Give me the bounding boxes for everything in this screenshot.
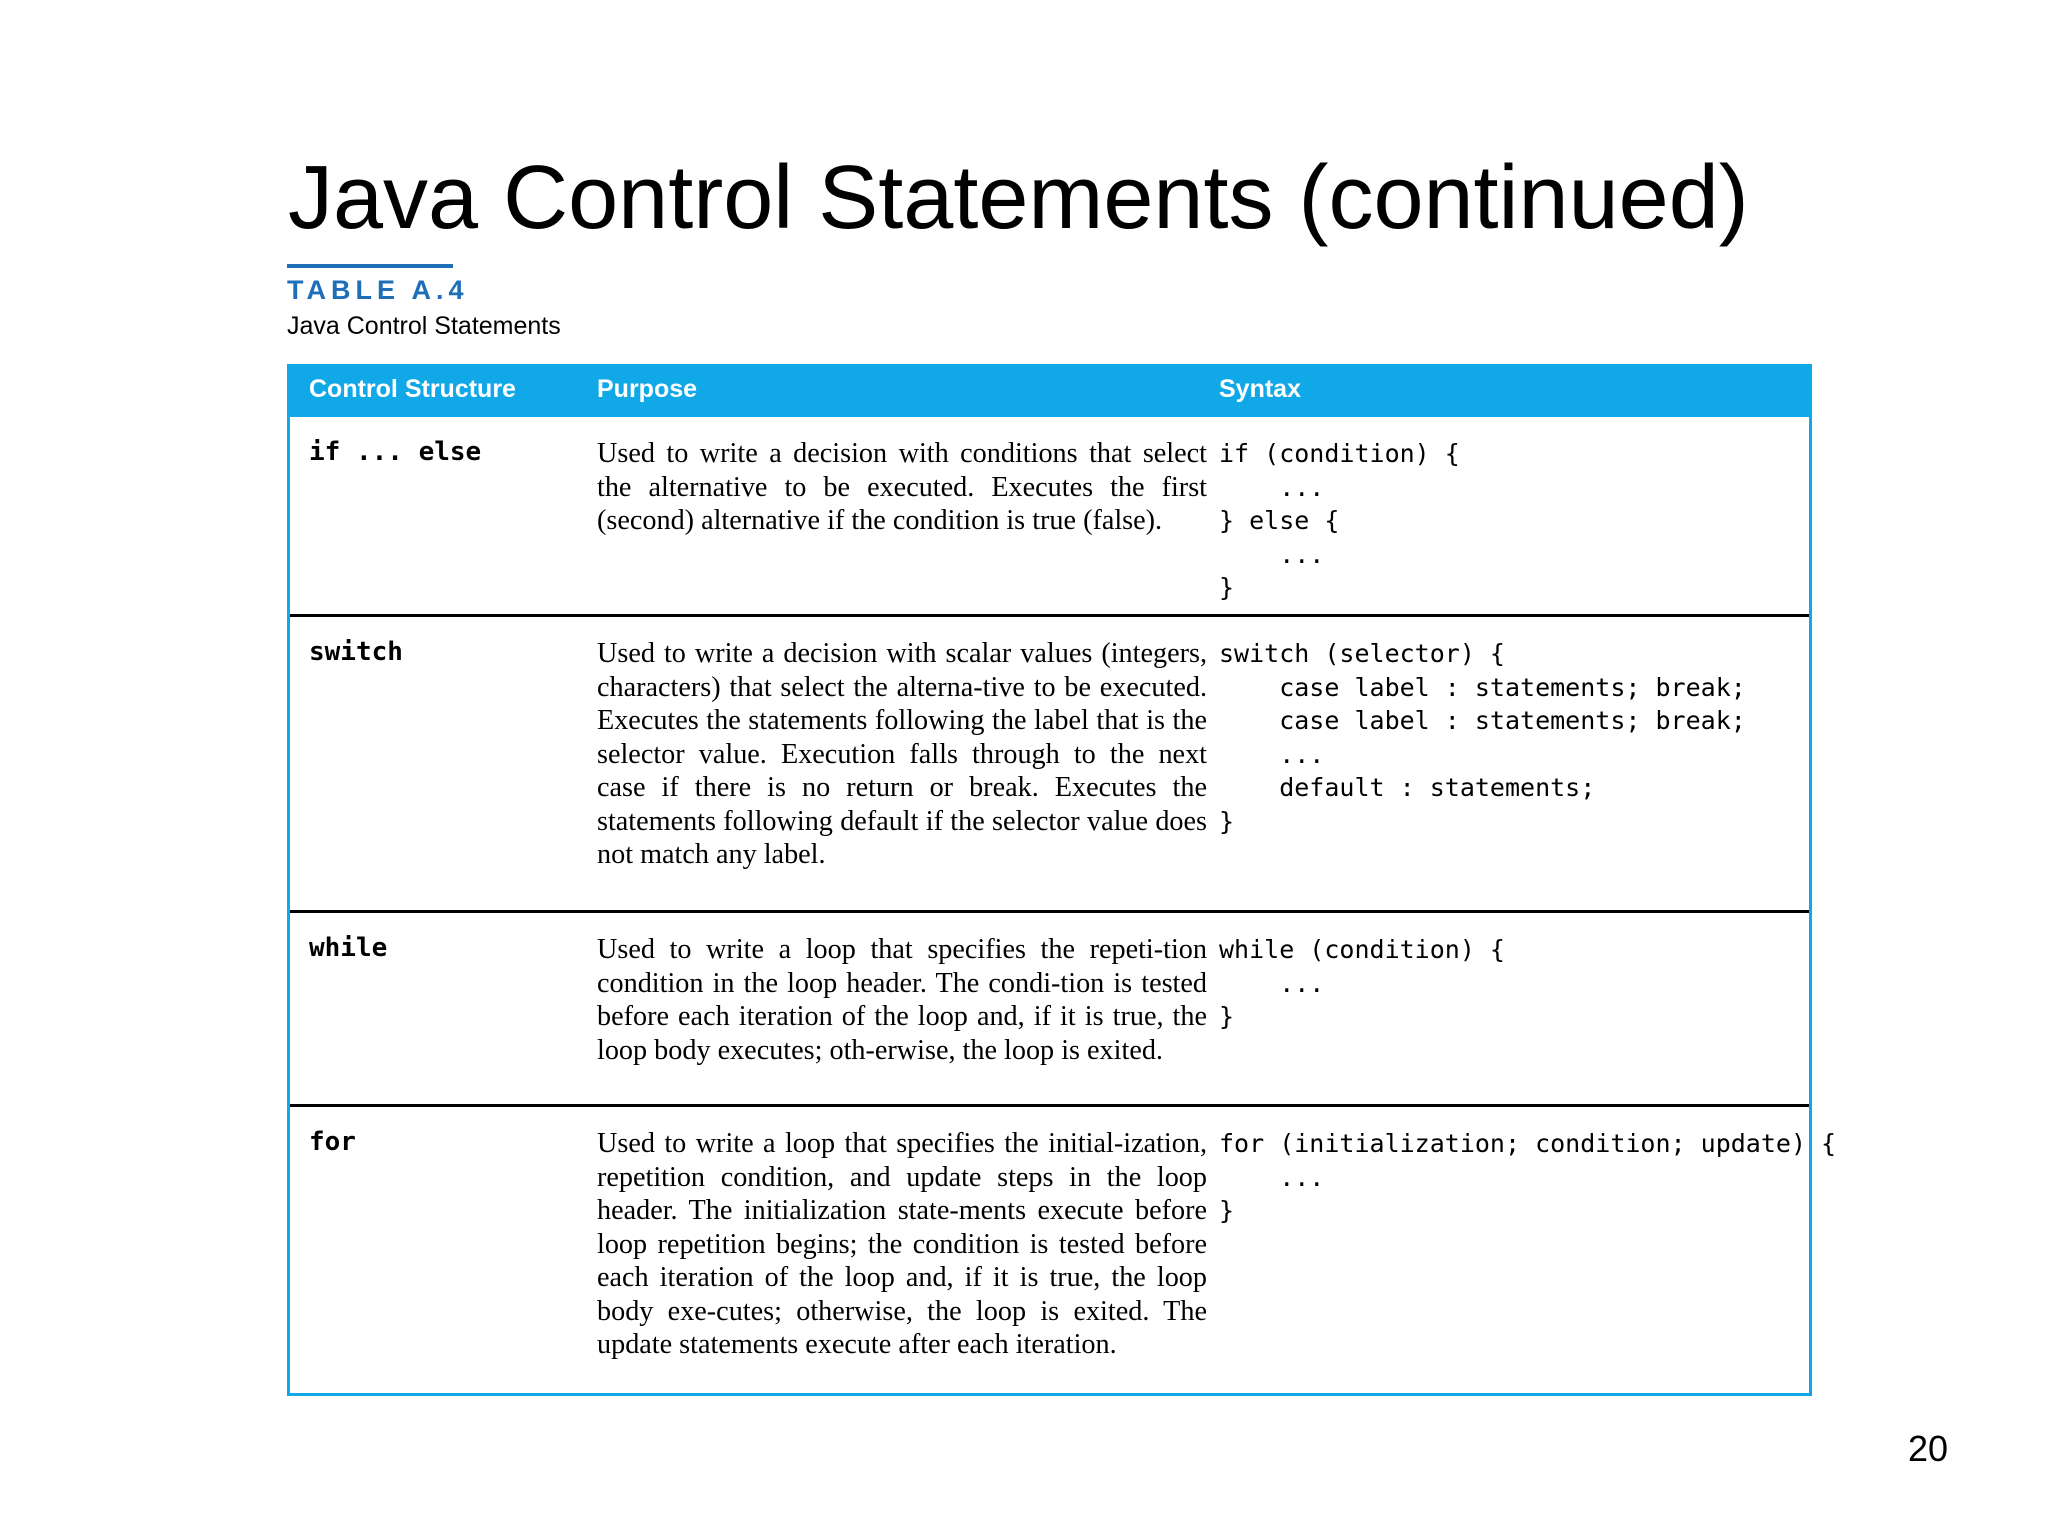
table-row bbox=[290, 910, 1809, 1104]
row-structure: if ... else bbox=[309, 437, 482, 467]
row-purpose: Used to write a loop that specifies the repeti-tion condition in the loop header. The condi-tion is tested before each iteration of the loop and, if it is true, the loop body executes; oth-erwise, the loop is exited. bbox=[597, 934, 1207, 1066]
row-structure: while bbox=[309, 933, 388, 963]
table-row bbox=[290, 614, 1809, 910]
header-purpose: Purpose bbox=[597, 375, 698, 403]
slide-title: Java Control Statements (continued) bbox=[288, 148, 1749, 248]
row-syntax: while (condition) { ... } bbox=[1219, 935, 1505, 1031]
table-header-row bbox=[290, 367, 1809, 417]
table-row bbox=[290, 1104, 1837, 1399]
table-label-rule bbox=[287, 264, 453, 268]
header-syntax: Syntax bbox=[1219, 375, 1301, 403]
table-row bbox=[290, 417, 1809, 614]
row-purpose: Used to write a decision with scalar values (integers, characters) that select the alterna-tive to be executed. Executes the statements following the label that is the selector value. Execution falls through to the next case if there is no return or break. Executes the statements following default if the selector value does not match any label. bbox=[597, 638, 1207, 870]
header-control-structure: Control Structure bbox=[309, 375, 516, 403]
row-structure: switch bbox=[309, 637, 403, 667]
table-label: TABLE A.4 bbox=[287, 275, 469, 305]
row-syntax: if (condition) { ... } else { ... } bbox=[1219, 439, 1460, 602]
control-statements-table bbox=[287, 364, 1837, 1396]
page-number: 20 bbox=[1907, 1428, 1948, 1469]
row-syntax: for (initialization; condition; update) { ... } bbox=[1219, 1129, 1837, 1225]
table-caption: Java Control Statements bbox=[287, 312, 561, 340]
row-purpose: Used to write a loop that specifies the initial-ization, repetition condition, and update steps in the loop header. The initialization state-ments execute before loop repetition begins; the condition is tested before each iteration of the loop and, if it is true, the loop body exe-cutes; otherwise, the loop is exited. The update statements execute after each iteration. bbox=[597, 1128, 1207, 1360]
row-structure: for bbox=[309, 1127, 356, 1157]
row-purpose: Used to write a decision with conditions that select the alternative to be executed. Executes the first (second) alternative if the condition is true (false). bbox=[597, 438, 1207, 536]
row-syntax: switch (selector) { case label : statements; break; case label : statements; break; ... default : statements; } bbox=[1219, 639, 1746, 836]
